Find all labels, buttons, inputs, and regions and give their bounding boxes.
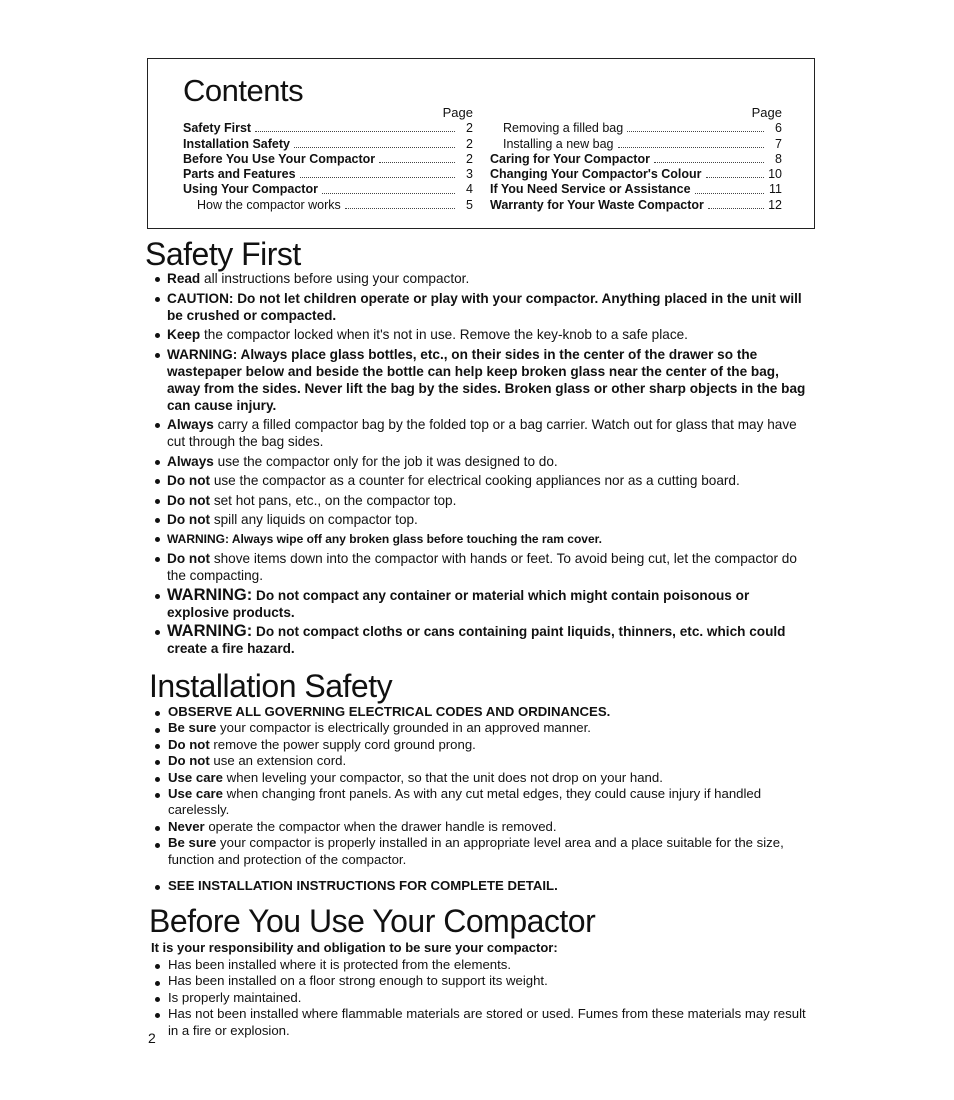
toc-label: Installing a new bag	[503, 136, 614, 151]
toc-label: How the compactor works	[197, 197, 341, 212]
safety-first-heading: Safety First	[145, 236, 301, 272]
toc-label: Warranty for Your Waste Compactor	[490, 197, 704, 212]
list-item: Do not shove items down into the compactor with hands or feet. To avoid being cut, let the compactor do the compacting.	[151, 550, 811, 584]
list-item: Read all instructions before using your compactor.	[151, 270, 811, 287]
list-item: OBSERVE ALL GOVERNING ELECTRICAL CODES AND ORDINANCES.	[151, 704, 811, 720]
list-item: WARNING: Always place glass bottles, etc., on their sides in the center of the drawer so the wastepaper below and beside the bottle can help keep broken glass near the center of the bag, away from the sides. Never lift the bag by the sides. Broken glass or other sharp objects in the bag can cause injury.	[151, 346, 811, 414]
list-item: Has been installed where it is protected from the elements.	[151, 957, 811, 973]
toc-label: If You Need Service or Assistance	[490, 182, 691, 197]
toc-page: 5	[466, 197, 473, 212]
toc-page: 3	[466, 167, 473, 182]
list-item: CAUTION: Do not let children operate or play with your compactor. Anything placed in the unit will be crushed or compacted.	[151, 290, 811, 324]
before-you-use-heading: Before You Use Your Compactor	[149, 903, 596, 939]
toc-label: Safety First	[183, 121, 252, 136]
safety-first-list	[151, 270, 811, 660]
list-item: Be sure your compactor is properly installed in an appropriate level area and a place suitable for the size, function and protection of the compactor.	[151, 835, 811, 868]
toc-page: 2	[466, 151, 473, 166]
contents-page-header: Page	[751, 105, 782, 120]
list-item: Use care when changing front panels. As with any cut metal edges, they could cause injury if handled carelessly.	[151, 786, 811, 819]
list-item: Never operate the compactor when the drawer handle is removed.	[151, 819, 811, 835]
toc-entry[interactable]	[183, 152, 473, 167]
toc-entry[interactable]	[183, 167, 473, 182]
toc-entry[interactable]	[490, 167, 782, 182]
toc-label: Before You Use Your Compactor	[183, 151, 376, 166]
before-you-use-list	[151, 957, 811, 1039]
list-item: Do not use an extension cord.	[151, 753, 811, 769]
toc-entry[interactable]	[490, 121, 782, 136]
list-item: Always carry a filled compactor bag by the folded top or a bag carrier. Watch out for glass that may have cut through the bag sides.	[151, 416, 811, 450]
toc-page: 10	[768, 167, 782, 182]
toc-page: 7	[775, 136, 782, 151]
contents-left-column	[183, 105, 473, 213]
toc-label: Parts and Features	[183, 167, 296, 182]
list-item: WARNING: Do not compact cloths or cans containing paint liquids, thinners, etc. which could create a fire hazard.	[151, 623, 811, 657]
contents-right-column	[490, 105, 782, 213]
toc-label: Using Your Compactor	[183, 182, 318, 197]
toc-page: 2	[466, 136, 473, 151]
installation-safety-list	[151, 704, 811, 894]
list-item: Do not spill any liquids on compactor top.	[151, 511, 811, 528]
contents-page-header: Page	[442, 105, 473, 120]
list-item: WARNING: Do not compact any container or material which might contain poisonous or explosive products.	[151, 587, 811, 621]
list-item: WARNING: Always wipe off any broken glass before touching the ram cover.	[151, 531, 811, 548]
list-item: Has not been installed where flammable materials are stored or used. Fumes from these materials may result in a fire or explosion.	[151, 1006, 811, 1039]
toc-entry[interactable]	[490, 152, 782, 167]
toc-entry[interactable]	[490, 198, 782, 213]
list-item: Has been installed on a floor strong enough to support its weight.	[151, 973, 811, 989]
list-item: Do not use the compactor as a counter for electrical cooking appliances nor as a cutting board.	[151, 472, 811, 489]
toc-page: 2	[466, 121, 473, 136]
page-number: 2	[148, 1030, 156, 1046]
toc-entry[interactable]	[490, 137, 782, 152]
contents-box	[147, 58, 815, 229]
toc-page: 11	[769, 182, 782, 197]
toc-page: 6	[775, 121, 782, 136]
toc-entry[interactable]	[183, 198, 473, 213]
list-item: Is properly maintained.	[151, 990, 811, 1006]
toc-label: Installation Safety	[183, 136, 290, 151]
list-item: Always use the compactor only for the job it was designed to do.	[151, 453, 811, 470]
list-item: Keep the compactor locked when it's not in use. Remove the key-knob to a safe place.	[151, 326, 811, 343]
list-item: Do not remove the power supply cord ground prong.	[151, 737, 811, 753]
toc-page: 4	[466, 182, 473, 197]
toc-label: Removing a filled bag	[503, 121, 624, 136]
toc-entry[interactable]	[490, 182, 782, 197]
toc-entry[interactable]	[183, 121, 473, 136]
list-item: SEE INSTALLATION INSTRUCTIONS FOR COMPLETE DETAIL.	[151, 878, 811, 894]
toc-page: 8	[775, 151, 782, 166]
before-you-use-intro: It is your responsibility and obligation to be sure your compactor:	[151, 940, 558, 955]
toc-label: Caring for Your Compactor	[490, 151, 650, 166]
contents-title: Contents	[183, 73, 304, 108]
toc-entry[interactable]	[183, 137, 473, 152]
list-item: Do not set hot pans, etc., on the compactor top.	[151, 492, 811, 509]
toc-label: Changing Your Compactor's Colour	[490, 167, 702, 182]
list-item: Use care when leveling your compactor, so that the unit does not drop on your hand.	[151, 770, 811, 786]
installation-safety-heading: Installation Safety	[149, 668, 393, 704]
list-item: Be sure your compactor is electrically grounded in an approved manner.	[151, 720, 811, 736]
toc-page: 12	[768, 197, 782, 212]
toc-entry[interactable]	[183, 182, 473, 197]
